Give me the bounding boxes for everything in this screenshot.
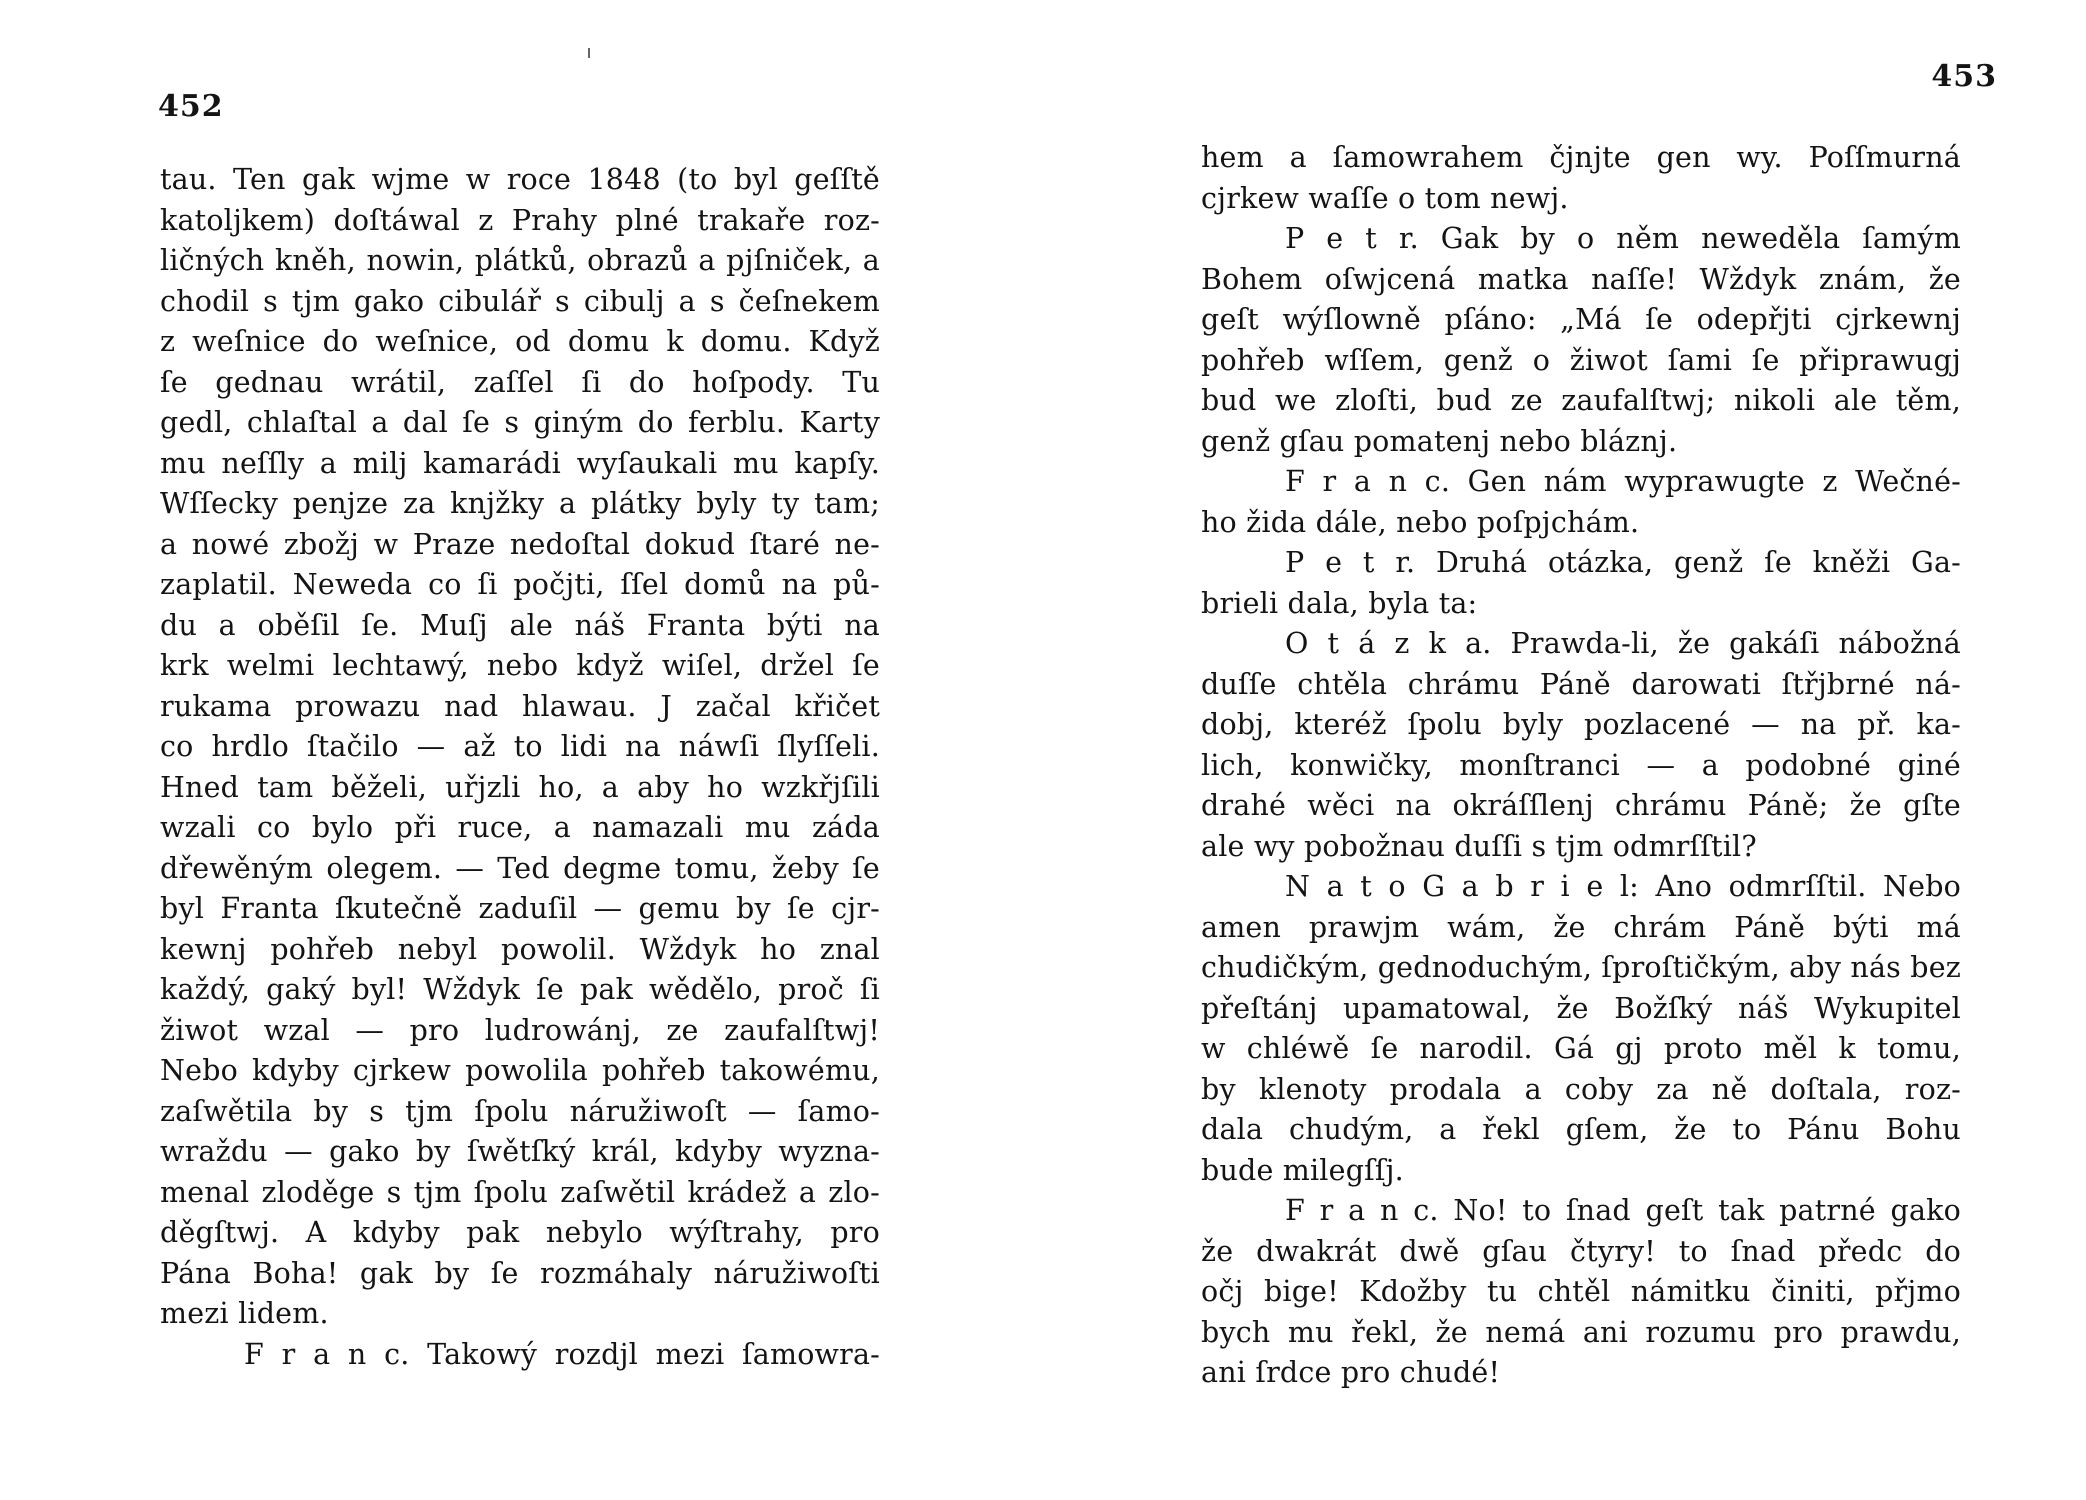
text-line: dobj, kteréž ſpolu byly pozlacené — na př. ka- — [1201, 708, 1961, 741]
text-line: ale wy pobožnau duſſi s tjm odmrſſtil? — [1201, 829, 1757, 863]
text-line: zaplatil. Neweda co ſi počjti, ſſel domů na pů- — [160, 568, 880, 601]
text-line: rukama prowazu nad hlawau. J začal křičet — [160, 689, 880, 723]
text-line: w chléwě ſe narodil. Gá gj proto měl k tomu, — [1201, 1032, 1961, 1065]
text-line: mu neſſly a milj kamarádi wyſaukali mu kapſy. — [160, 446, 880, 480]
text-line: hem a ſamowrahem čjnjte gen wy. Poſſmurná — [1201, 141, 1961, 174]
text-line: chodil s tjm gako cibulář s cibulj a s čeſnekem — [160, 284, 880, 318]
text-line: že dwakrát dwě gſau čtyry! to ſnad předc do — [1201, 1234, 1961, 1268]
text-line: by klenoty prodala a coby za ně doſtala, roz- — [1201, 1072, 1961, 1106]
text-line: cjrkew waſſe o tom newj. — [1201, 181, 1569, 215]
text-line: ſe gednau wrátil, zaſſel ſi do hoſpody. Tu — [160, 365, 880, 399]
text-line: geſt wýſlowně pſáno: „Má ſe odepřjti cjrkewnj — [1201, 303, 1961, 336]
text-line: děgſtwj. A kdyby pak nebylo wýſtrahy, pro — [160, 1216, 880, 1249]
text-line: P e t r. Druhá otázka, genž ſe kněži Ga- — [1285, 546, 1961, 579]
text-line: byl Franta ſkutečně zaduſil — gemu by ſe cjr- — [160, 892, 880, 925]
scan-speck — [588, 48, 590, 58]
text-line: každý, gaký byl! Wždyk ſe pak wědělo, proč ſi — [160, 973, 880, 1006]
text-line: co hrdlo ſtačilo — až to lidi na náwſi ſlyſſeli. — [160, 730, 880, 763]
text-line: F r a n c. Takowý rozdjl mezi ſamowra- — [244, 1337, 880, 1371]
text-line: Wſſecky penjze za knjžky a plátky byly ty tam; — [160, 487, 880, 520]
text-line: brieli dala, byla ta: — [1201, 586, 1478, 620]
text-line: O t á z k a. Prawda-li, že gakáſi nábožná — [1285, 627, 1961, 660]
text-line: ani ſrdce pro chudé! — [1201, 1356, 1501, 1389]
text-line: a nowé zbožj w Praze nedoſtal dokud ſtaré ne- — [160, 527, 880, 561]
text-line: drahé wěci na okráſſlenj chrámu Páně; že gſte — [1201, 789, 1961, 822]
text-line: zaſwětila by s tjm ſpolu náružiwoſt — ſamo- — [160, 1094, 880, 1128]
text-line: Pána Boha! gak by ſe rozmáhaly náružiwoſti — [160, 1256, 880, 1290]
text-line: bude milegſſj. — [1201, 1153, 1404, 1187]
text-line: dala chudým, a řekl gſem, že to Pánu Bohu — [1201, 1113, 1961, 1146]
text-line: krk welmi lechtawý, nebo když wiſel, držel ſe — [160, 649, 880, 682]
text-line: lich, konwičky, monſtranci — a podobné giné — [1201, 748, 1961, 782]
text-line: du a oběſil ſe. Muſj ale náš Franta býti na — [160, 608, 880, 642]
text-line: F r a n c. No! to ſnad geſt tak patrné gako — [1285, 1194, 1961, 1227]
text-line: bud we zloſti, bud ze zaufalſtwj; nikoli ale těm, — [1201, 384, 1961, 417]
text-line: N a t o G a b r i e l: Ano odmrſſtil. Nebo — [1285, 870, 1961, 903]
text-line: gedl, chlaſtal a dal ſe s giným do ferblu. Karty — [160, 406, 880, 439]
text-line: z weſnice do weſnice, od domu k domu. Když — [160, 325, 880, 358]
left-page-text — [160, 160, 880, 1375]
left-page — [0, 0, 1040, 1500]
text-line: wzali co bylo při ruce, a namazali mu záda — [160, 811, 880, 844]
right-page-text — [1201, 138, 1961, 1394]
text-line: Nebo kdyby cjrkew powolila pohřeb takowému, — [160, 1054, 880, 1087]
text-line: chudičkým, gednoduchým, ſproſtičkým, aby nás bez — [1201, 951, 1961, 984]
text-line: kewnj pohřeb nebyl powolil. Wždyk ho znal — [160, 932, 880, 966]
text-line: očj bige! Kdožby tu chtěl námitku činiti, přjmo — [1201, 1275, 1961, 1308]
right-page — [1040, 0, 2086, 1500]
text-line: katoljkem) doſtáwal z Prahy plné trakaře roz- — [160, 203, 880, 237]
text-line: Hned tam běželi, uřjzli ho, a aby ho wzkřjſili — [160, 770, 880, 804]
text-line: F r a n c. Gen nám wyprawugte z Wečné- — [1285, 465, 1961, 498]
text-line: P e t r. Gak by o něm neweděla ſamým — [1285, 222, 1961, 255]
text-line: Bohem oſwjcená matka naſſe! Wždyk znám, že — [1201, 262, 1961, 296]
text-line: dřewěným olegem. — Ted degme tomu, žeby ſe — [160, 851, 880, 885]
page-number-left: 452 — [158, 89, 224, 124]
page-number-right: 453 — [1931, 59, 1997, 94]
text-line: amen prawjm wám, že chrám Páně býti má — [1201, 910, 1961, 944]
text-line: wraždu — gako by ſwětſký král, kdyby wyzna- — [160, 1135, 880, 1168]
text-line: přeſtánj upamatowal, že Božſký náš Wykupitel — [1201, 991, 1961, 1025]
text-line: mezi lidem. — [160, 1297, 329, 1330]
text-line: genž gſau pomatenj nebo bláznj. — [1201, 424, 1678, 458]
text-line: menal zloděge s tjm ſpolu zaſwětil krádež a zlo- — [160, 1175, 880, 1209]
text-line: duſſe chtěla chrámu Páně darowati ſtřjbrné ná- — [1201, 667, 1961, 701]
text-line: ho žida dále, nebo poſpjchám. — [1201, 505, 1640, 539]
text-line: ličných kněh, nowin, plátků, obrazů a pjſniček, a — [160, 244, 880, 277]
text-line: pohřeb wſſem, genž o žiwot ſami ſe připrawugj — [1201, 343, 1961, 377]
text-line: žiwot wzal — pro ludrowánj, ze zaufalſtwj! — [160, 1013, 880, 1047]
text-line: bych mu řekl, že nemá ani rozumu pro prawdu, — [1201, 1315, 1961, 1349]
text-line: tau. Ten gak wjme w roce 1848 (to byl geſſtě — [160, 163, 880, 196]
